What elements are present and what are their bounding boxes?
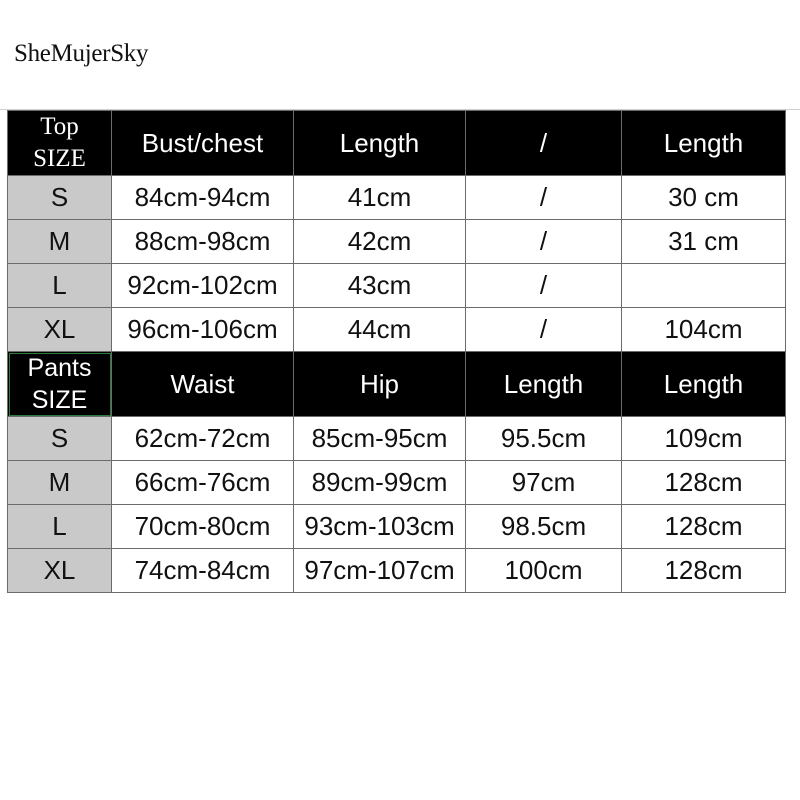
table-cell: 109cm [622,417,786,461]
top-length2-header: Length [622,111,786,176]
table-cell: 31 cm [622,220,786,264]
table-cell: 85cm-95cm [294,417,466,461]
size-chart-table [7,110,786,593]
table-cell: / [466,308,622,352]
table-cell: 88cm-98cm [112,220,294,264]
table-cell: 41cm [294,176,466,220]
table-cell: 84cm-94cm [112,176,294,220]
pants-size-header: Pants SIZE [8,352,112,417]
table-cell: 43cm [294,264,466,308]
pants-length2-header: Length [622,352,786,417]
top-header-row [8,111,786,176]
table-cell: 97cm [466,461,622,505]
table-cell: 30 cm [622,176,786,220]
table-cell: 128cm [622,549,786,593]
table-cell: 89cm-99cm [294,461,466,505]
pants-header-row [8,352,786,417]
table-cell: 93cm-103cm [294,505,466,549]
table-row [8,264,786,308]
pants-hip-header: Hip [294,352,466,417]
table-cell: 104cm [622,308,786,352]
top-slash-header: / [466,111,622,176]
table-cell: / [466,264,622,308]
table-row [8,308,786,352]
table-cell: 62cm-72cm [112,417,294,461]
pants-waist-header: Waist [112,352,294,417]
top-bust-header: Bust/chest [112,111,294,176]
table-row [8,220,786,264]
table-cell: 92cm-102cm [112,264,294,308]
top-length-header: Length [294,111,466,176]
size-cell: L [8,505,112,549]
table-cell: 97cm-107cm [294,549,466,593]
size-cell: M [8,220,112,264]
size-cell: L [8,264,112,308]
table-cell: 70cm-80cm [112,505,294,549]
brand-name: SheMujerSky [14,40,149,67]
table-cell: 74cm-84cm [112,549,294,593]
table-cell: / [466,176,622,220]
table-row [8,461,786,505]
table-row [8,417,786,461]
table-cell: 42cm [294,220,466,264]
size-cell: S [8,417,112,461]
table-cell: 44cm [294,308,466,352]
size-cell: S [8,176,112,220]
size-cell: XL [8,549,112,593]
table-cell: / [466,220,622,264]
table-cell [622,264,786,308]
table-row [8,549,786,593]
table-row [8,505,786,549]
table-cell: 96cm-106cm [112,308,294,352]
pants-length-header: Length [466,352,622,417]
top-size-header: Top SIZE [8,111,112,176]
table-row [8,176,786,220]
table-cell: 128cm [622,505,786,549]
table-cell: 95.5cm [466,417,622,461]
size-cell: XL [8,308,112,352]
table-cell: 128cm [622,461,786,505]
table-cell: 98.5cm [466,505,622,549]
table-cell: 100cm [466,549,622,593]
size-cell: M [8,461,112,505]
table-cell: 66cm-76cm [112,461,294,505]
